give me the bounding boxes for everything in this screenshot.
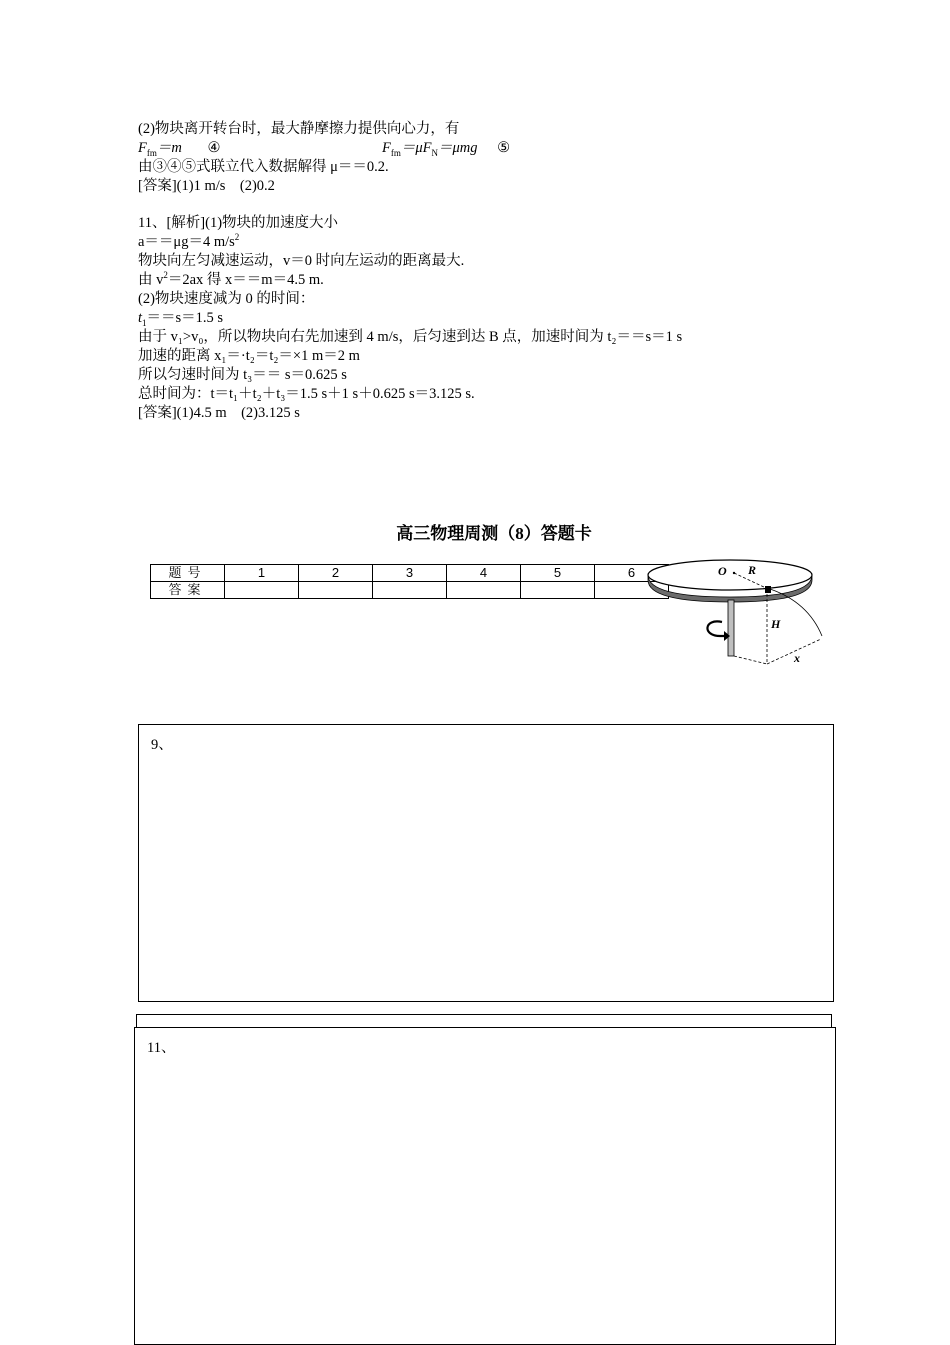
- force-subscript: fm: [146, 147, 157, 158]
- answer-cell[interactable]: [299, 582, 373, 599]
- solution11-line1: 11、[解析](1)物块的加速度大小: [138, 215, 339, 231]
- answer-box-9[interactable]: [138, 724, 834, 1002]
- solution11-line7: 由于 v₁>v₀，所以物块向右先加速到 4 m/s，后匀速到达 B 点，加速时间为 t₂＝＝s＝1 s: [138, 329, 683, 345]
- question-number-cell: 2: [299, 565, 373, 582]
- equation-part: ＝＝s＝1.5 s: [146, 310, 224, 326]
- force-subscript: fm: [390, 147, 401, 158]
- block: [765, 586, 771, 593]
- solution11-line8: 加速的距离 x₁＝·t₂＝t₂＝×1 m＝2 m: [138, 348, 360, 364]
- label-x: x: [794, 651, 800, 665]
- answer-box-11[interactable]: [134, 1027, 836, 1345]
- force-symbol: F: [138, 140, 147, 156]
- equation-part: ＝m: [156, 140, 182, 156]
- solution11-line5: (2)物块速度减为 0 的时间：: [138, 291, 315, 307]
- solution10-line1: (2)物块离开转台时，最大静摩擦力提供向心力，有: [138, 121, 460, 137]
- solution10-line2-right: [382, 139, 510, 157]
- equation-part: ＝μmg: [438, 140, 478, 156]
- velocity-superscript: 2: [163, 270, 168, 281]
- solution11-line2: [138, 233, 239, 251]
- turntable-disk: [648, 560, 812, 590]
- force-symbol: F: [382, 140, 391, 156]
- solution11-line4: [138, 271, 324, 289]
- equation-part: ＝μF: [400, 140, 432, 156]
- normal-subscript: N: [431, 147, 438, 158]
- center-point: [733, 572, 735, 574]
- label-O: O: [718, 564, 727, 578]
- equation-part: ＝2ax 得 x＝＝m＝4.5 m.: [167, 272, 324, 288]
- equation-part: 由 v: [138, 272, 164, 288]
- table-row-numbers: [151, 565, 669, 582]
- question-number-cell: 4: [447, 565, 521, 582]
- header-answer: 答案: [151, 582, 225, 599]
- answer-cell[interactable]: [225, 582, 299, 599]
- question-number-cell: 3: [373, 565, 447, 582]
- solution10-line3: 由③④⑤式联立代入数据解得 μ＝＝0.2.: [138, 159, 389, 175]
- question-number-cell: 1: [225, 565, 299, 582]
- answer-cell[interactable]: [373, 582, 447, 599]
- label-H: H: [771, 617, 781, 631]
- label-R: R: [748, 563, 757, 577]
- solution11-line10: 总时间为：t＝t₁＋t₂＋t₃＝1.5 s＋1 s＋0.625 s＝3.125 s.: [138, 386, 475, 402]
- answer-card-title: 高三物理周测（8）答题卡: [396, 524, 592, 543]
- box-label-9: 9、: [151, 737, 173, 753]
- box-label-11: 11、: [147, 1040, 176, 1056]
- turntable-figure: [644, 556, 824, 671]
- solution10-answer: [答案](1)1 m/s (2)0.2: [138, 178, 275, 194]
- solution11-line9: 所以匀速时间为 t₃＝＝ s＝0.625 s: [138, 367, 347, 383]
- answer-cell[interactable]: [447, 582, 521, 599]
- table-row-answers: [151, 582, 669, 599]
- unit-superscript: 2: [234, 232, 240, 243]
- rotation-arrow-icon: [707, 621, 724, 636]
- answer-table: [150, 564, 669, 599]
- solution11-line6: [138, 309, 223, 327]
- solution11-answer: [答案](1)4.5 m (2)3.125 s: [138, 405, 300, 421]
- time-subscript: 1: [142, 317, 147, 328]
- acceleration-equation: a＝＝μg＝4 m/s: [138, 234, 235, 250]
- header-question-number: 题号: [151, 565, 225, 582]
- equation-number-4: ④: [207, 140, 221, 156]
- solution10-line2: [138, 139, 220, 157]
- ground-line: [734, 656, 767, 664]
- question-number-cell: 6: [595, 565, 669, 582]
- time-symbol: t: [138, 310, 143, 326]
- equation-number-5: ⑤: [497, 140, 511, 156]
- turntable-shaft: [728, 600, 734, 656]
- question-number-cell: 5: [521, 565, 595, 582]
- solution11-line3: 物块向左匀减速运动，v＝0 时向左运动的距离最大.: [138, 253, 465, 269]
- answer-cell[interactable]: [521, 582, 595, 599]
